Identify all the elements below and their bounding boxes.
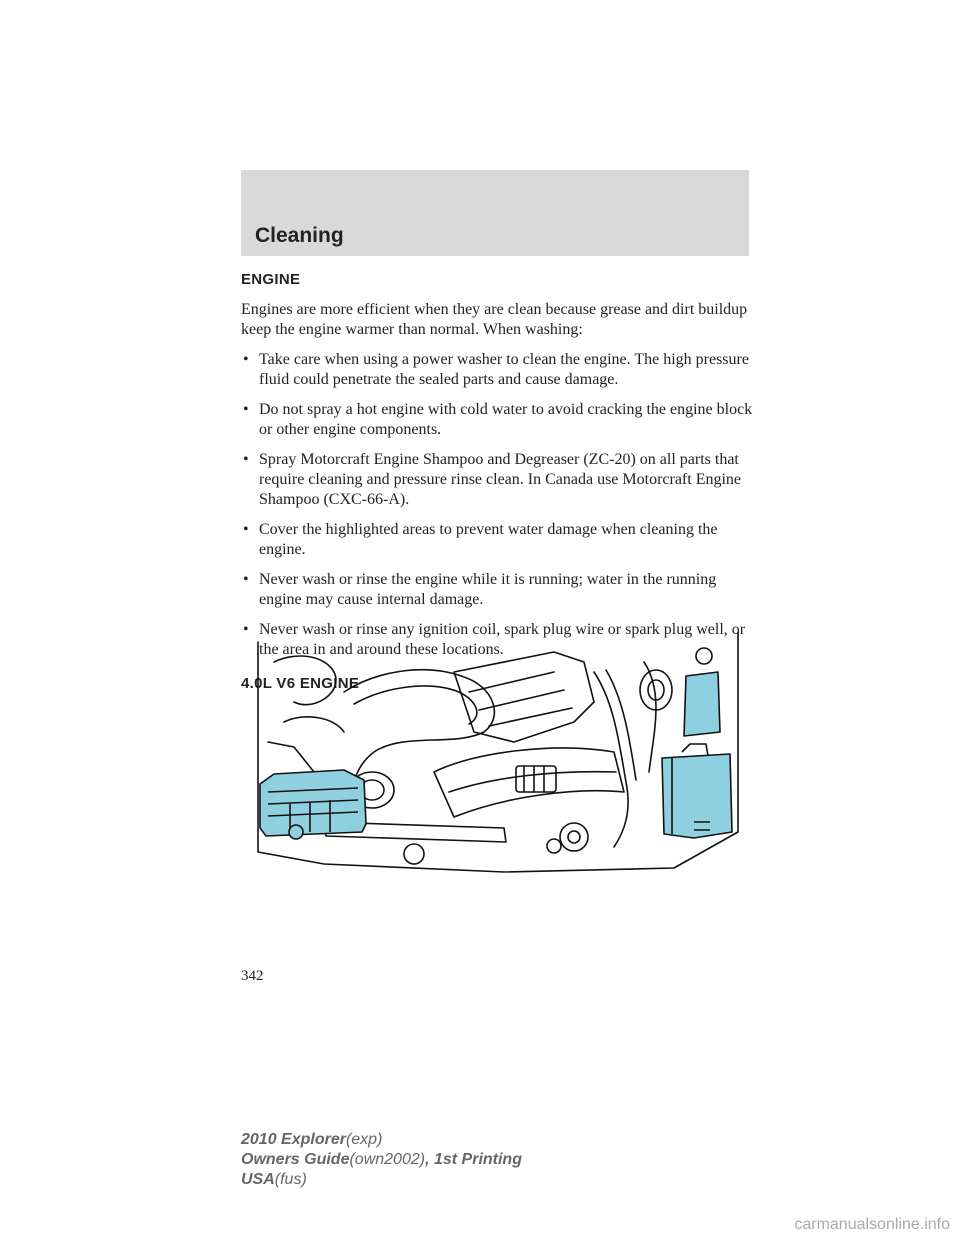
list-item-text: Do not spray a hot engine with cold water to avoid cracking the engine block or other engine components.	[259, 401, 753, 438]
footer-guide-code: (own2002)	[349, 1151, 426, 1168]
footer-model: 2010 Explorer	[241, 1131, 346, 1148]
footer-line-2	[241, 1150, 522, 1170]
watermark: carmanualsonline.info	[794, 1216, 950, 1233]
pulley	[560, 823, 588, 851]
pulley	[404, 844, 424, 864]
footer-region: USA	[241, 1171, 275, 1188]
footer-region-code: (fus)	[274, 1171, 307, 1188]
list-item	[241, 520, 761, 560]
list-item	[241, 400, 761, 440]
list-item	[241, 570, 761, 610]
footer-printing: , 1st Printing	[425, 1151, 522, 1168]
intake-plenum	[454, 652, 594, 742]
footer-line-3	[241, 1170, 522, 1190]
section-header-band	[241, 170, 749, 256]
page-number: 342	[241, 968, 264, 984]
bullet-icon: •	[243, 451, 249, 468]
bullet-icon: •	[243, 621, 249, 638]
bullet-icon: •	[243, 521, 249, 538]
bullet-icon: •	[243, 401, 249, 418]
list-item-text: Take care when using a power washer to clean the engine. The high pressure fluid could penetrate the sealed parts and cause damage.	[259, 351, 749, 388]
footer-line-1	[241, 1130, 522, 1150]
injector-cluster	[516, 766, 556, 792]
cleaning-instructions-list	[241, 350, 761, 660]
highlight-fuse-box	[684, 672, 720, 736]
footer-model-code: (exp)	[345, 1131, 383, 1148]
section-title: Cleaning	[255, 224, 344, 247]
engine-heading: ENGINE	[241, 271, 301, 288]
list-item-text: Never wash or rinse the engine while it is running; water in the running engine may cause internal damage.	[259, 571, 717, 608]
list-item	[241, 350, 761, 390]
list-item-text: Never wash or rinse any ignition coil, spark plug wire or spark plug well, or the area in and around these locations.	[259, 621, 746, 658]
footer-guide: Owners Guide	[241, 1151, 350, 1168]
valve-cover	[434, 748, 624, 817]
figure-heading: 4.0L V6 ENGINE	[241, 675, 360, 692]
intro-paragraph: Engines are more efficient when they are clean because grease and dirt buildup keep the engine warmer than normal. When washing:	[241, 301, 748, 338]
coolant-hose	[594, 672, 628, 847]
list-item-text: Cover the highlighted areas to prevent water damage when cleaning the engine.	[259, 521, 718, 558]
print-footer	[241, 1130, 522, 1190]
bullet-icon: •	[243, 351, 249, 368]
bullet-icon: •	[243, 571, 249, 588]
list-item	[241, 450, 761, 510]
engine-illustration	[254, 632, 740, 880]
list-item-text: Spray Motorcraft Engine Shampoo and Degreaser (ZC-20) on all parts that require cleaning and pressure rinse clean. In Canada use Motorcraft Engine Shampoo (CXC-66-A).	[259, 451, 742, 508]
